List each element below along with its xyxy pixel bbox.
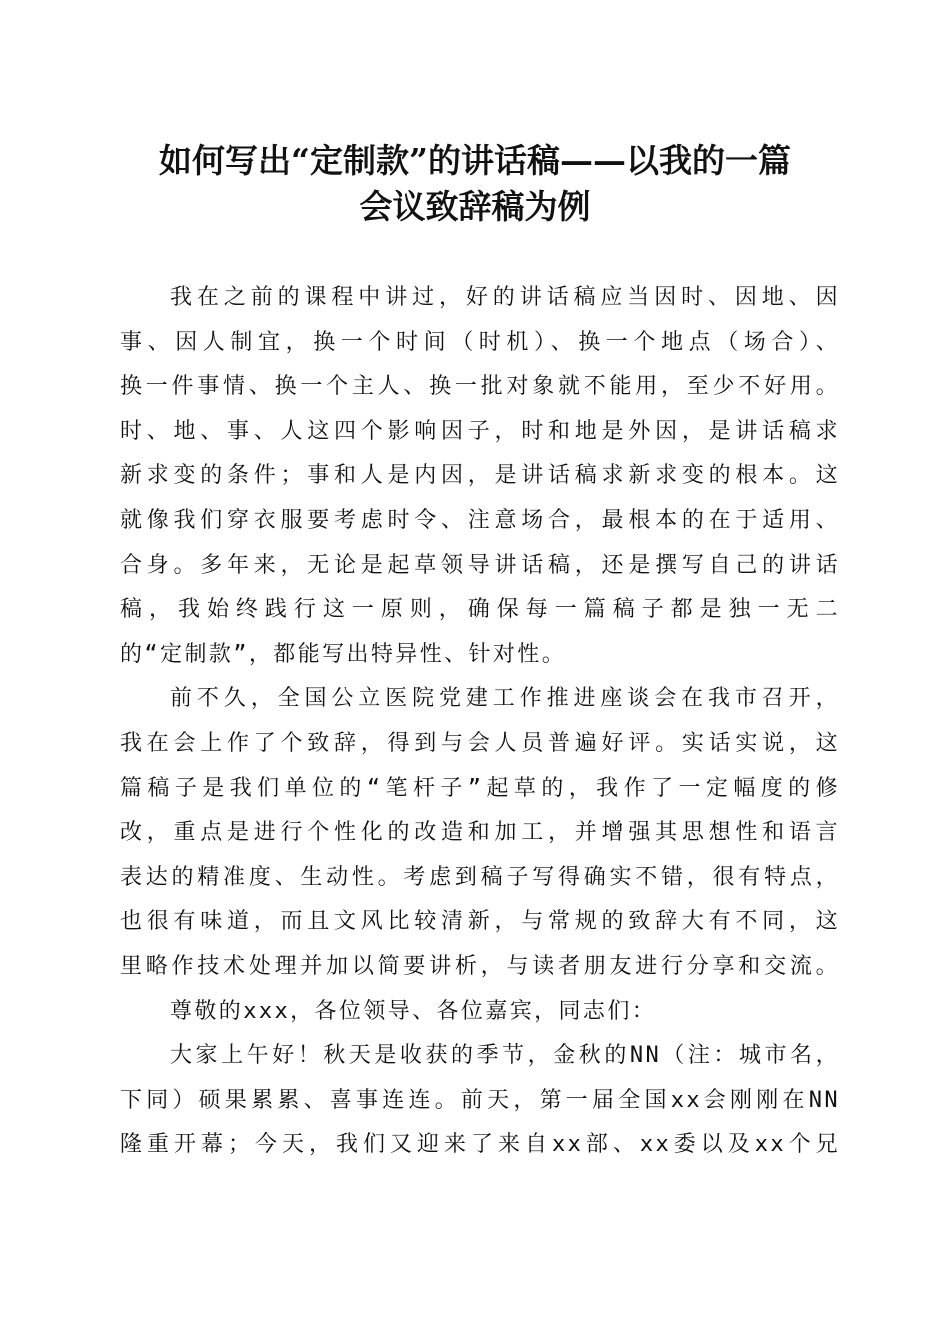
body-line-8: 稿，我始终践行这一原则，确保每一篇稿子都是独一无二 (120, 597, 840, 623)
document-body (120, 276, 840, 1168)
body-line-13: 改，重点是进行个性化的改造和加工，并增强其思想性和语言 (120, 820, 840, 846)
body-line-15: 也很有味道，而且文风比较清新，与常规的致辞大有不同，这 (120, 909, 840, 935)
body-line-5: 新求变的条件；事和人是内因，是讲话稿求新求变的根本。这 (120, 463, 840, 489)
body-line-17: 尊敬的xxx，各位领导、各位嘉宾，同志们： (170, 998, 657, 1024)
title-line-2: 会议致辞稿为例 (359, 187, 591, 226)
body-line-12: 篇稿子是我们单位的“笔杆子”起草的，我作了一定幅度的修 (120, 775, 840, 801)
body-line-6: 就像我们穿衣服要考虑时令、注意场合，最根本的在于适用、 (120, 507, 840, 533)
body-line-14: 表达的精准度、生动性。考虑到稿子写得确实不错，很有特点， (120, 864, 840, 890)
body-line-11: 我在会上作了个致辞，得到与会人员普遍好评。实话实说，这 (120, 730, 840, 756)
title-line-1: 如何写出“定制款”的讲话稿——以我的一篇 (159, 141, 791, 180)
body-line-16: 里略作技术处理并加以简要讲析，与读者朋友进行分享和交流。 (120, 953, 840, 979)
body-line-3: 换一件事情、换一个主人、换一批对象就不能用，至少不好用。 (120, 374, 840, 400)
body-line-18: 大家上午好！秋天是收获的季节，金秋的NN（注：城市名， (170, 1043, 840, 1069)
body-line-7: 合身。多年来，无论是起草领导讲话稿，还是撰写自己的讲话 (120, 552, 840, 578)
body-line-10: 前不久，全国公立医院党建工作推进座谈会在我市召开， (170, 686, 840, 712)
body-line-1: 我在之前的课程中讲过，好的讲话稿应当因时、因地、因 (170, 285, 840, 310)
document-title (100, 138, 850, 230)
body-line-4: 时、地、事、人这四个影响因子，时和地是外因，是讲话稿求 (120, 418, 840, 444)
body-line-2: 事、因人制宜，换一个时间（时机）、换一个地点（场合）、 (120, 329, 840, 355)
body-line-9: 的“定制款”，都能写出特异性、针对性。 (120, 641, 567, 667)
body-line-20: 隆重开幕；今天，我们又迎来了来自xx部、xx委以及xx个兄 (120, 1132, 840, 1158)
body-line-19: 下同）硕果累累、喜事连连。前天，第一届全国xx会刚刚在NN (120, 1087, 840, 1113)
